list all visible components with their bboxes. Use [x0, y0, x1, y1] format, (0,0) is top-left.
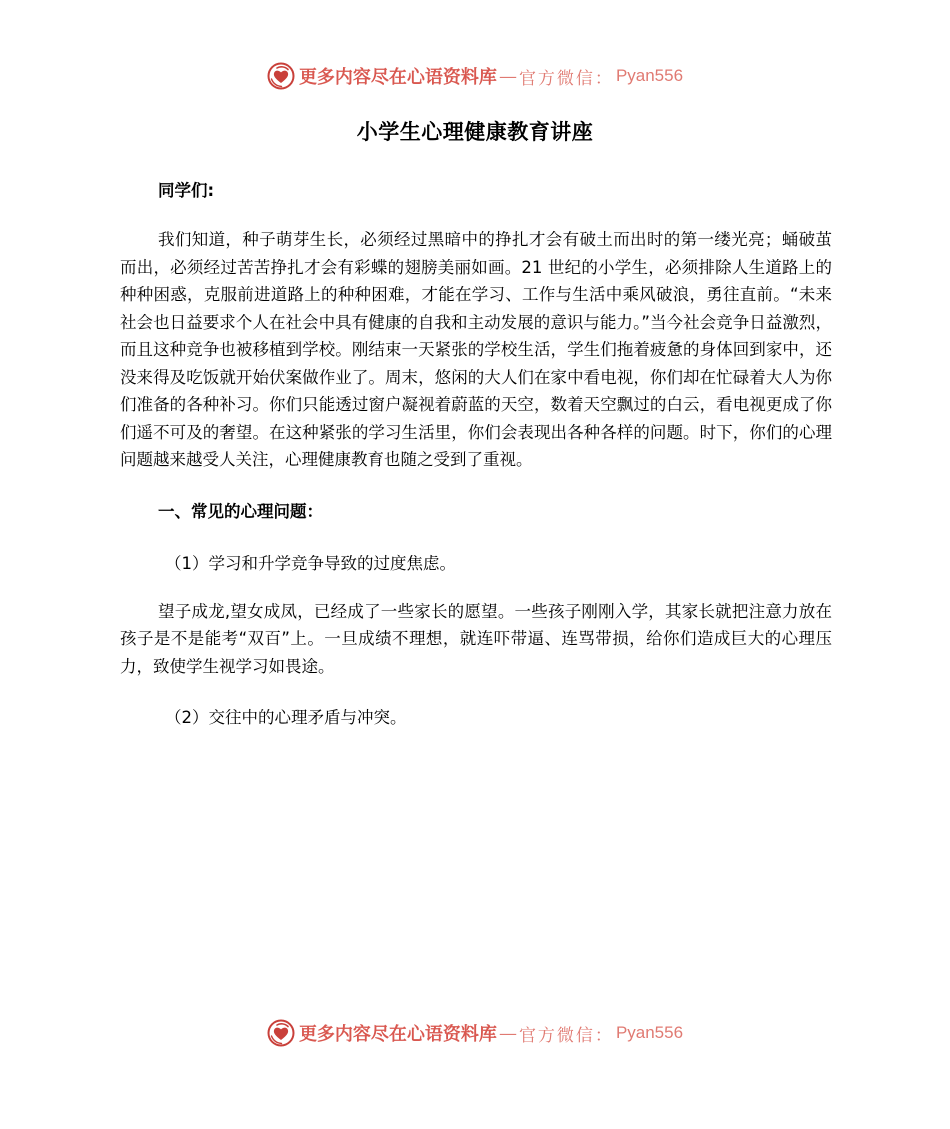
document-body — [120, 176, 832, 732]
heart-seal-logo-icon — [267, 1019, 295, 1047]
list-item-2: （2）交往中的心理矛盾与冲突。 — [165, 708, 407, 727]
section-heading: 一、常见的心理问题： — [158, 501, 323, 521]
paragraph-2: 望子成龙,望女成凤，已经成了一些家长的愿望。一些孩子刚刚入学，其家长就把注意力放在孩子是不是能考“双百”上。一旦成绩不理想，就连吓带逼、连骂带损，给你们造成巨大的心理压力，致使学生视学习如畏途。 — [120, 601, 832, 676]
banner-official-label: 官方微信： — [518, 68, 614, 89]
banner-brand-text: 更多内容尽在心语资料库 — [298, 67, 497, 88]
banner-separator: — — [498, 65, 517, 87]
header-banner — [0, 59, 950, 93]
intro-paragraph: 我们知道，种子萌芽生长，必须经过黑暗中的挣扎才会有破土而出时的第一缕光亮；蛹破茧而出，必须经过苦苦挣扎才会有彩蝶的翅膀美丽如画。21 世纪的小学生，必须排除人生道路上的种种困惑，克服前进道路上的种种困难，才能在学习、工作与生活中乘风破浪，勇往直前。“未来社会也日益要求个人在社会中具有健康的自我和主动发展的意识与能力。”当今社会竞争日益激烈，而且这种竞争也被移植到学校。刚结束一天紧张的学校生活，学生们拖着疲惫的身体回到家中，还没来得及吃饭就开始伏案做作业了。周末，悠闲的大人们在家中看电视，你们却在忙碌着大人为你们准备的各种补习。你们只能透过窗户凝视着蔚蓝的天空，数着天空飘过的白云，看电视更成了你们遥不可及的奢望。在这种紧张的学习生活里，你们会表现出各种各样的问题。时下，你们的心理问题越来越受人关注，心理健康教育也随之受到了重视。 — [120, 230, 832, 469]
heart-seal-logo-icon — [267, 62, 295, 90]
banner-separator: — — [498, 1022, 517, 1044]
footer-banner — [0, 1016, 950, 1050]
list-item-1: （1）学习和升学竞争导致的过度焦虑。 — [165, 553, 456, 573]
greeting: 同学们: — [158, 181, 215, 200]
page-title: 小学生心理健康教育讲座 — [356, 120, 594, 144]
banner-wechat-id: Pyan556 — [615, 1023, 684, 1042]
banner-official-label: 官方微信： — [518, 1025, 614, 1046]
banner-brand-text: 更多内容尽在心语资料库 — [298, 1024, 497, 1045]
banner-wechat-id: Pyan556 — [615, 66, 684, 85]
